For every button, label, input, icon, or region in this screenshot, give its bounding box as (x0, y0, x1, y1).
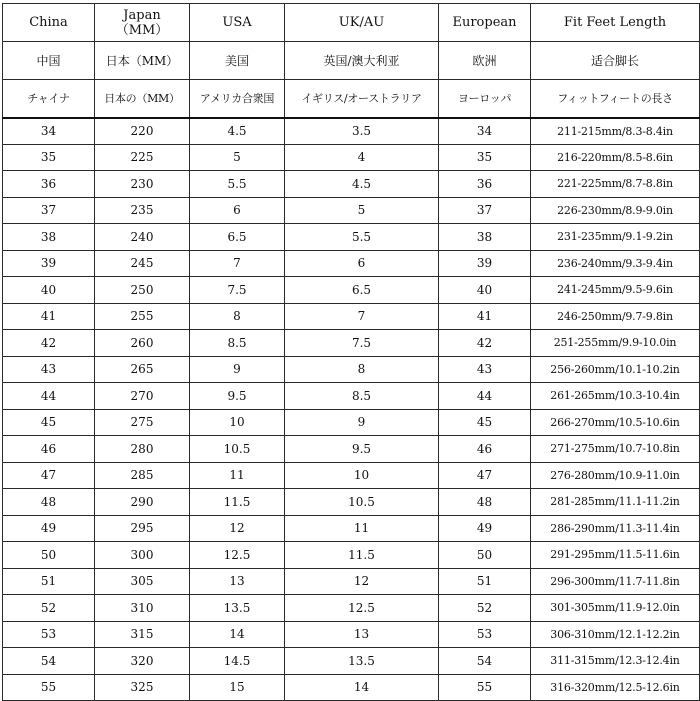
cell-usa: 5.5 (190, 171, 285, 198)
cell-uk: 13 (285, 621, 439, 648)
cell-eu: 37 (439, 197, 531, 224)
cell-eu: 55 (439, 674, 531, 701)
header-usa-en: USA (190, 4, 285, 42)
cell-eu: 53 (439, 621, 531, 648)
cell-china: 53 (3, 621, 95, 648)
cell-uk: 11 (285, 515, 439, 542)
table-row (3, 303, 700, 330)
cell-japan: 265 (95, 356, 190, 383)
cell-usa: 4.5 (190, 118, 285, 145)
cell-china: 36 (3, 171, 95, 198)
cell-fit: 241-245mm/9.5-9.6in (531, 277, 700, 304)
cell-eu: 52 (439, 595, 531, 622)
table-header (3, 4, 700, 118)
table-row (3, 224, 700, 251)
header-row-english (3, 4, 700, 42)
cell-japan: 235 (95, 197, 190, 224)
cell-china: 50 (3, 542, 95, 569)
cell-usa: 15 (190, 674, 285, 701)
header-usa-ja: アメリカ合衆国 (190, 80, 285, 118)
cell-usa: 10.5 (190, 436, 285, 463)
cell-japan: 290 (95, 489, 190, 516)
header-japan-zh: 日本（MM） (95, 42, 190, 80)
cell-usa: 9 (190, 356, 285, 383)
cell-china: 41 (3, 303, 95, 330)
cell-usa: 13.5 (190, 595, 285, 622)
cell-uk: 12.5 (285, 595, 439, 622)
cell-fit: 211-215mm/8.3-8.4in (531, 118, 700, 145)
cell-uk: 7 (285, 303, 439, 330)
table-row (3, 674, 700, 701)
cell-japan: 305 (95, 568, 190, 595)
cell-japan: 255 (95, 303, 190, 330)
cell-japan: 300 (95, 542, 190, 569)
cell-fit: 316-320mm/12.5-12.6in (531, 674, 700, 701)
cell-china: 40 (3, 277, 95, 304)
table-row (3, 383, 700, 410)
table-row (3, 595, 700, 622)
cell-uk: 9 (285, 409, 439, 436)
cell-eu: 44 (439, 383, 531, 410)
cell-uk: 7.5 (285, 330, 439, 357)
table-row (3, 118, 700, 145)
cell-uk: 9.5 (285, 436, 439, 463)
table-row (3, 171, 700, 198)
cell-china: 47 (3, 462, 95, 489)
cell-japan: 320 (95, 648, 190, 675)
cell-japan: 270 (95, 383, 190, 410)
cell-usa: 14.5 (190, 648, 285, 675)
table-row (3, 409, 700, 436)
cell-japan: 275 (95, 409, 190, 436)
cell-usa: 12.5 (190, 542, 285, 569)
header-china-en: China (3, 4, 95, 42)
cell-japan: 220 (95, 118, 190, 145)
cell-uk: 11.5 (285, 542, 439, 569)
cell-eu: 36 (439, 171, 531, 198)
cell-uk: 10 (285, 462, 439, 489)
table-row (3, 621, 700, 648)
cell-china: 39 (3, 250, 95, 277)
cell-china: 43 (3, 356, 95, 383)
table-row (3, 356, 700, 383)
cell-uk: 4 (285, 144, 439, 171)
table-row (3, 330, 700, 357)
cell-eu: 47 (439, 462, 531, 489)
cell-eu: 39 (439, 250, 531, 277)
cell-uk: 14 (285, 674, 439, 701)
cell-uk: 5 (285, 197, 439, 224)
cell-fit: 236-240mm/9.3-9.4in (531, 250, 700, 277)
cell-eu: 38 (439, 224, 531, 251)
cell-eu: 49 (439, 515, 531, 542)
cell-fit: 301-305mm/11.9-12.0in (531, 595, 700, 622)
header-row-japanese (3, 80, 700, 118)
cell-fit: 221-225mm/8.7-8.8in (531, 171, 700, 198)
size-chart-table (2, 3, 700, 701)
cell-japan: 240 (95, 224, 190, 251)
table-row (3, 250, 700, 277)
cell-fit: 271-275mm/10.7-10.8in (531, 436, 700, 463)
cell-eu: 51 (439, 568, 531, 595)
cell-china: 48 (3, 489, 95, 516)
table-body (3, 118, 700, 701)
cell-fit: 231-235mm/9.1-9.2in (531, 224, 700, 251)
cell-eu: 46 (439, 436, 531, 463)
cell-uk: 12 (285, 568, 439, 595)
cell-fit: 306-310mm/12.1-12.2in (531, 621, 700, 648)
table-row (3, 144, 700, 171)
cell-usa: 14 (190, 621, 285, 648)
table-row (3, 462, 700, 489)
cell-uk: 8.5 (285, 383, 439, 410)
cell-eu: 43 (439, 356, 531, 383)
cell-fit: 266-270mm/10.5-10.6in (531, 409, 700, 436)
cell-usa: 11 (190, 462, 285, 489)
cell-china: 51 (3, 568, 95, 595)
cell-china: 49 (3, 515, 95, 542)
cell-eu: 50 (439, 542, 531, 569)
cell-eu: 41 (439, 303, 531, 330)
cell-japan: 225 (95, 144, 190, 171)
cell-fit: 256-260mm/10.1-10.2in (531, 356, 700, 383)
cell-fit: 291-295mm/11.5-11.6in (531, 542, 700, 569)
cell-japan: 325 (95, 674, 190, 701)
cell-usa: 7 (190, 250, 285, 277)
cell-japan: 315 (95, 621, 190, 648)
cell-china: 52 (3, 595, 95, 622)
cell-usa: 12 (190, 515, 285, 542)
cell-china: 45 (3, 409, 95, 436)
cell-usa: 11.5 (190, 489, 285, 516)
header-fit-zh: 适合脚长 (531, 42, 700, 80)
cell-china: 35 (3, 144, 95, 171)
cell-usa: 5 (190, 144, 285, 171)
cell-uk: 6 (285, 250, 439, 277)
cell-eu: 35 (439, 144, 531, 171)
table-row (3, 197, 700, 224)
cell-eu: 45 (439, 409, 531, 436)
cell-fit: 226-230mm/8.9-9.0in (531, 197, 700, 224)
cell-japan: 310 (95, 595, 190, 622)
cell-usa: 7.5 (190, 277, 285, 304)
cell-fit: 286-290mm/11.3-11.4in (531, 515, 700, 542)
header-usa-zh: 美国 (190, 42, 285, 80)
header-eu-en: European (439, 4, 531, 42)
cell-fit: 311-315mm/12.3-12.4in (531, 648, 700, 675)
cell-china: 44 (3, 383, 95, 410)
cell-japan: 245 (95, 250, 190, 277)
cell-japan: 285 (95, 462, 190, 489)
header-eu-ja: ヨーロッパ (439, 80, 531, 118)
header-row-chinese (3, 42, 700, 80)
cell-china: 34 (3, 118, 95, 145)
table-row (3, 515, 700, 542)
header-fit-en: Fit Feet Length (531, 4, 700, 42)
header-uk-zh: 英国/澳大利亚 (285, 42, 439, 80)
cell-japan: 230 (95, 171, 190, 198)
cell-eu: 34 (439, 118, 531, 145)
header-uk-ja: イギリス/オーストラリア (285, 80, 439, 118)
header-china-zh: 中国 (3, 42, 95, 80)
header-fit-ja: フィットフィートの長さ (531, 80, 700, 118)
header-china-ja: チャイナ (3, 80, 95, 118)
header-japan-ja: 日本の（MM） (95, 80, 190, 118)
cell-eu: 54 (439, 648, 531, 675)
cell-fit: 296-300mm/11.7-11.8in (531, 568, 700, 595)
cell-uk: 13.5 (285, 648, 439, 675)
cell-uk: 5.5 (285, 224, 439, 251)
cell-japan: 295 (95, 515, 190, 542)
cell-fit: 251-255mm/9.9-10.0in (531, 330, 700, 357)
table-row (3, 489, 700, 516)
cell-uk: 3.5 (285, 118, 439, 145)
table-row (3, 568, 700, 595)
cell-china: 37 (3, 197, 95, 224)
header-japan-en: Japan （MM） (95, 4, 190, 42)
cell-usa: 10 (190, 409, 285, 436)
cell-eu: 48 (439, 489, 531, 516)
header-uk-en: UK/AU (285, 4, 439, 42)
cell-uk: 6.5 (285, 277, 439, 304)
cell-fit: 246-250mm/9.7-9.8in (531, 303, 700, 330)
cell-japan: 250 (95, 277, 190, 304)
cell-china: 55 (3, 674, 95, 701)
cell-fit: 261-265mm/10.3-10.4in (531, 383, 700, 410)
cell-china: 54 (3, 648, 95, 675)
cell-usa: 9.5 (190, 383, 285, 410)
table-row (3, 277, 700, 304)
cell-uk: 8 (285, 356, 439, 383)
cell-japan: 280 (95, 436, 190, 463)
cell-usa: 6 (190, 197, 285, 224)
cell-uk: 10.5 (285, 489, 439, 516)
cell-eu: 42 (439, 330, 531, 357)
cell-japan: 260 (95, 330, 190, 357)
table-row (3, 436, 700, 463)
header-eu-zh: 欧洲 (439, 42, 531, 80)
cell-fit: 281-285mm/11.1-11.2in (531, 489, 700, 516)
table-row (3, 648, 700, 675)
cell-china: 46 (3, 436, 95, 463)
cell-usa: 13 (190, 568, 285, 595)
cell-china: 42 (3, 330, 95, 357)
cell-fit: 216-220mm/8.5-8.6in (531, 144, 700, 171)
cell-fit: 276-280mm/10.9-11.0in (531, 462, 700, 489)
cell-usa: 6.5 (190, 224, 285, 251)
cell-uk: 4.5 (285, 171, 439, 198)
cell-eu: 40 (439, 277, 531, 304)
cell-china: 38 (3, 224, 95, 251)
table-row (3, 542, 700, 569)
cell-usa: 8 (190, 303, 285, 330)
cell-usa: 8.5 (190, 330, 285, 357)
